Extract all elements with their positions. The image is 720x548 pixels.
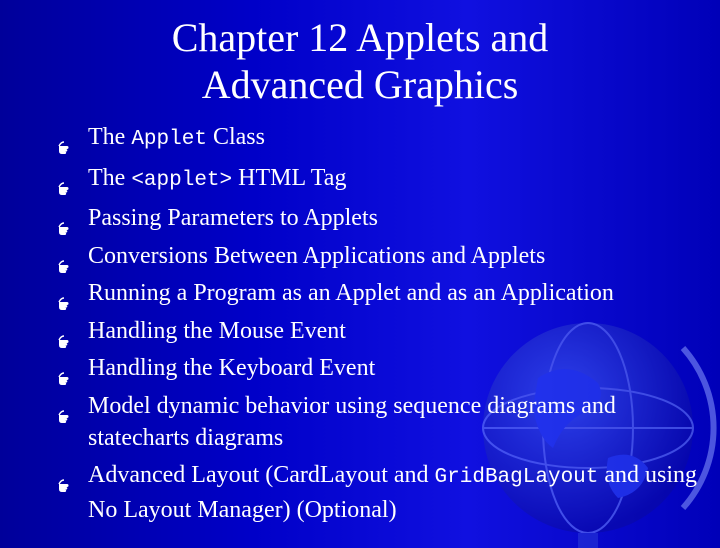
pointing-hand-icon: [58, 132, 72, 146]
bullet-item: [58, 240, 698, 272]
code-text: Applet: [131, 128, 207, 151]
pointing-hand-icon: [58, 213, 72, 227]
bullet-text: The: [88, 164, 132, 191]
code-text: GridBagLayout: [434, 466, 599, 489]
bullet-text: Handling the Mouse Event: [88, 317, 346, 344]
bullet-text: Model dynamic behavior using sequence diagrams and statecharts diagrams: [88, 392, 616, 451]
pointing-hand-icon: [58, 288, 72, 302]
bullet-item: [58, 459, 698, 526]
pointing-hand-icon: [58, 251, 72, 265]
slide-title: [0, 14, 720, 108]
pointing-hand-icon: [58, 470, 72, 484]
title-line-1: Chapter 12 Applets and: [171, 15, 549, 60]
pointing-hand-icon: [58, 326, 72, 340]
title-line-2: Advanced Graphics: [201, 62, 519, 107]
bullet-item: [58, 352, 698, 384]
bullet-item: [58, 390, 698, 454]
bullet-text: Running a Program as an Applet and as an Application: [88, 280, 614, 306]
bullet-text: and using No Layout Manager) (Optional): [88, 462, 698, 523]
bullet-item: [58, 121, 698, 156]
bullet-item: [58, 202, 698, 234]
bullet-item: [58, 162, 698, 197]
bullet-text: The: [88, 124, 132, 150]
bullet-item: [58, 315, 698, 347]
bullet-text: Class: [206, 124, 265, 150]
pointing-hand-icon: [58, 363, 72, 377]
code-text: <applet>: [131, 168, 233, 192]
bullet-text: HTML Tag: [232, 164, 347, 191]
pointing-hand-icon: [58, 401, 72, 415]
bullet-item: [58, 277, 698, 309]
bullet-text: Passing Parameters to Applets: [88, 205, 378, 231]
bullet-list: [58, 121, 698, 532]
pointing-hand-icon: [58, 173, 72, 187]
bullet-text: Advanced Layout (CardLayout and: [88, 462, 435, 488]
bullet-text: Handling the Keyboard Event: [88, 355, 376, 381]
bullet-text: Conversions Between Applications and Applets: [88, 242, 546, 269]
